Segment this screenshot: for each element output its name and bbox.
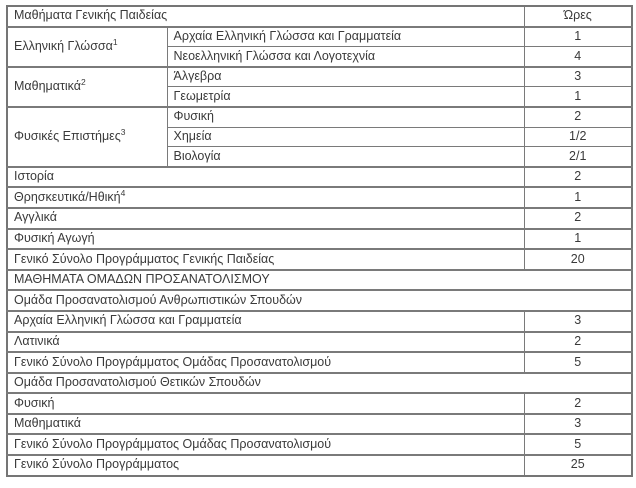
subject-cell: Μαθηματικά [7,414,524,435]
group-cell [7,67,167,107]
group-label: Μαθηματικά [14,79,82,93]
hours-cell: 5 [524,434,632,455]
table-row [7,187,632,208]
section-cell: ΜΑΘΗΜΑΤΑ ΟΜΑΔΩΝ ΠΡΟΣΑΝΑΤΟΛΙΣΜΟΥ [7,270,632,291]
table-row [7,167,632,188]
hours-cell: 1 [524,87,632,107]
hours-cell: 2/1 [524,147,632,167]
table-row [7,249,632,270]
table-row [7,434,632,455]
subject-cell: Ιστορία [7,167,524,188]
hours-cell: 2 [524,208,632,229]
subject-label: Θρησκευτικά/Ηθική [14,189,121,204]
header-row [7,6,632,27]
footnote-marker: 1 [112,36,118,47]
table-row [7,229,632,250]
subject-cell: Νεοελληνική Γλώσσα και Λογοτεχνία [167,47,524,67]
subject-cell: Γενικό Σύνολο Προγράμματος [7,455,524,476]
section-row [7,290,632,311]
subject-cell: Γεωμετρία [167,87,524,107]
subject-cell: Χημεία [167,127,524,147]
group-label: Φυσικές Επιστήμες [14,128,121,143]
table-row [7,107,632,127]
footnote-marker: 4 [120,187,126,198]
table-row [7,332,632,353]
table-row [7,352,632,373]
subject-cell: Βιολογία [167,147,524,167]
hours-cell: 2 [524,332,632,353]
table-row [7,208,632,229]
footnote-marker: 3 [120,126,126,137]
group-cell [7,107,167,167]
hours-cell: 3 [524,414,632,435]
table-row [7,455,632,476]
subject-cell: Αρχαία Ελληνική Γλώσσα και Γραμματεία [7,311,524,332]
hours-cell: 1 [524,187,632,208]
table-row [7,311,632,332]
subject-cell: Φυσική [167,107,524,127]
table-row [7,393,632,414]
subject-cell: Αρχαία Ελληνική Γλώσσα και Γραμματεία [167,27,524,47]
hours-cell: 1 [524,229,632,250]
hours-cell: 2 [524,107,632,127]
subject-cell [7,187,524,208]
subject-cell: Γενικό Σύνολο Προγράμματος Ομάδας Προσανατολισμού [7,434,524,455]
subject-cell: Αγγλικά [7,208,524,229]
hours-cell: 3 [524,67,632,87]
hours-cell: 20 [524,249,632,270]
subject-cell: Γενικό Σύνολο Προγράμματος Ομάδας Προσανατολισμού [7,352,524,373]
section-row [7,373,632,394]
hours-cell: 3 [524,311,632,332]
section-row [7,270,632,291]
subject-cell: Λατινικά [7,332,524,353]
hours-cell: 2 [524,167,632,188]
subject-cell: Γενικό Σύνολο Προγράμματος Γενικής Παιδείας [7,249,524,270]
section-cell: Ομάδα Προσανατολισμού Θετικών Σπουδών [7,373,632,394]
hours-cell: 1/2 [524,127,632,147]
hours-cell: 5 [524,352,632,373]
subject-cell: Φυσική Αγωγή [7,229,524,250]
table-row [7,67,632,87]
table-row [7,27,632,47]
subject-cell: Φυσική [7,393,524,414]
curriculum-table [6,5,633,477]
table-row [7,414,632,435]
section-cell: Ομάδα Προσανατολισμού Ανθρωπιστικών Σπουδών [7,290,632,311]
group-label: Ελληνική Γλώσσα [14,38,113,53]
hours-cell: 25 [524,455,632,476]
hours-cell: 1 [524,27,632,47]
hours-cell: 2 [524,393,632,414]
footnote-marker: 2 [81,76,86,87]
hours-header: Ώρες [524,6,632,27]
group-cell [7,27,167,67]
subject-cell: Άλγεβρα [167,67,524,87]
table-title: Μαθήματα Γενικής Παιδείας [7,6,524,27]
hours-cell: 4 [524,47,632,67]
